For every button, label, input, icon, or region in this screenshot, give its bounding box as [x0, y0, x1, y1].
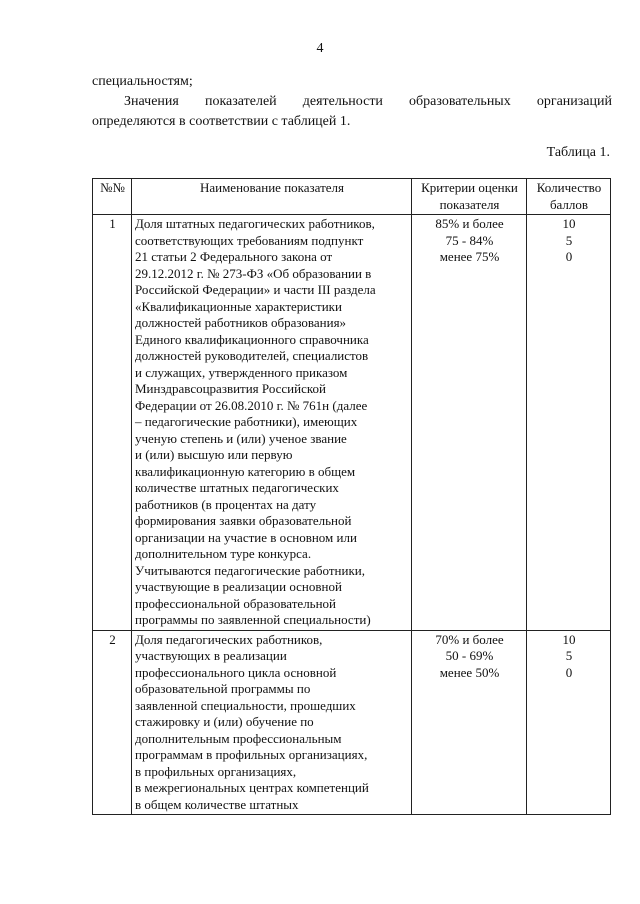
header-number: №№	[93, 179, 132, 215]
description-line: количестве штатных педагогических	[135, 480, 339, 495]
table-body	[93, 215, 611, 815]
header-score: Количество баллов	[527, 179, 611, 215]
description-line: – педагогические работники), имеющих	[135, 414, 358, 429]
description-line: Учитываются педагогические работники,	[135, 562, 365, 578]
score-item: 10	[562, 631, 576, 647]
description-line: Федерации от 26.08.2010 г. № 761н (далее	[135, 397, 368, 413]
description-line: образовательной программы по	[135, 681, 311, 696]
description-line: профессиональной образовательной	[135, 595, 337, 611]
score-item: 0	[565, 664, 573, 680]
description-line: дополнительным профессиональным	[135, 730, 342, 746]
row-number: 1	[93, 215, 132, 631]
criteria-item: менее 50%	[439, 664, 500, 680]
table-caption: Таблица 1.	[546, 145, 610, 160]
description-line: Российской Федерации» и части III раздела	[135, 282, 376, 297]
page-number: 4	[316, 41, 324, 56]
description-line: и (или) высшую или первую	[135, 447, 293, 462]
description-line: формирования заявки образовательной	[135, 513, 352, 528]
description-line: программам в профильных организациях,	[135, 747, 368, 762]
indicator-description	[132, 215, 412, 631]
description-line: в межрегиональных центрах компетенций	[135, 780, 369, 795]
score-cell	[527, 215, 611, 631]
description-line: 21 статьи 2 Федерального закона от	[135, 249, 333, 264]
score-item: 5	[565, 232, 573, 248]
indicators-table	[92, 178, 611, 815]
description-line: ученую степень и (или) ученое звание	[135, 430, 347, 446]
table-row	[93, 215, 611, 631]
score-cell	[527, 630, 611, 815]
intro-paragraph-continuation: определяются в соответствии с таблицей 1.	[92, 114, 351, 129]
description-line: программы по заявленной специальности)	[135, 612, 371, 627]
header-indicator-name: Наименование показателя	[132, 179, 412, 215]
description-line: «Квалификационные характеристики	[135, 298, 342, 314]
description-line: должностей работников образования»	[135, 315, 347, 330]
description-line: должностей руководителей, специалистов	[135, 348, 369, 363]
criteria-item: 85% и более	[435, 216, 504, 231]
row-number: 2	[93, 630, 132, 815]
description-line: и служащих, утвержденного приказом	[135, 364, 348, 380]
intro-paragraph: Значения показателей деятельности образовательных организаций	[124, 94, 612, 109]
description-line: соответствующих требованиям подпункт	[135, 232, 364, 248]
criteria-item: 75 - 84%	[445, 232, 494, 248]
description-line: Минздравсоцразвития Российской	[135, 381, 326, 396]
criteria-cell	[412, 630, 527, 815]
score-item: 5	[565, 648, 573, 663]
criteria-item: 50 - 69%	[445, 648, 494, 663]
description-line: профессионального цикла основной	[135, 664, 337, 680]
header-criteria: Критерии оценки показателя	[412, 179, 527, 215]
description-line: участвующих в реализации	[135, 648, 287, 663]
description-line: Доля педагогических работников,	[135, 631, 323, 647]
description-line: Единого квалификационного справочника	[135, 331, 369, 347]
description-line: участвующие в реализации основной	[135, 579, 342, 594]
table-header-row	[93, 179, 611, 215]
description-line: работников (в процентах на дату	[135, 496, 317, 512]
description-line: организации на участие в основном или	[135, 529, 357, 545]
description-line: дополнительном туре конкурса.	[135, 546, 312, 561]
criteria-cell	[412, 215, 527, 631]
indicator-description	[132, 630, 412, 815]
score-item: 10	[562, 216, 576, 231]
intro-line-1: специальностям;	[92, 74, 193, 89]
table-row	[93, 630, 611, 815]
criteria-item: 70% и более	[435, 631, 504, 647]
description-line: квалификационную категорию в общем	[135, 463, 356, 479]
intro-text	[92, 72, 612, 132]
description-line: стажировку и (или) обучение по	[135, 714, 314, 729]
criteria-item: менее 75%	[439, 249, 500, 264]
score-item: 0	[565, 249, 573, 264]
description-line: Доля штатных педагогических работников,	[135, 216, 375, 231]
description-line: 29.12.2012 г. № 273-ФЗ «Об образовании в	[135, 265, 372, 281]
description-line: в профильных организациях,	[135, 763, 297, 779]
description-line: в общем количестве штатных	[135, 796, 299, 812]
description-line: заявленной специальности, прошедших	[135, 697, 356, 713]
